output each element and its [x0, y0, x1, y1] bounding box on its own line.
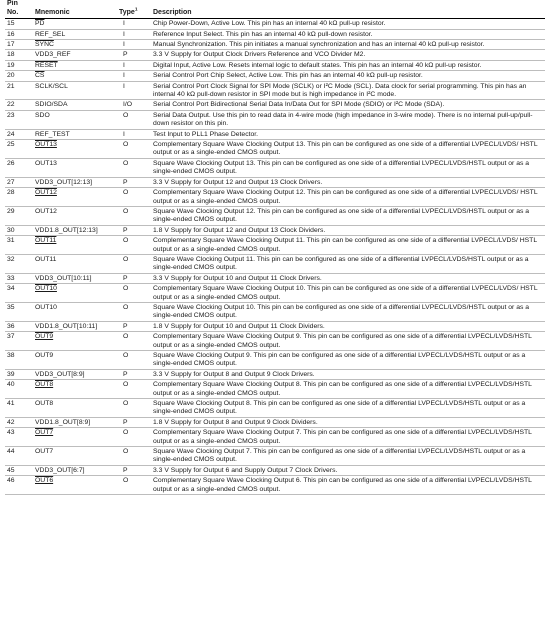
pin-description: Square Wave Clocking Output 8. This pin can be configured as one side of a differential LVPECL/LVDS/HSTL output or as a single-ended CMOS output.	[153, 400, 526, 416]
header-type	[117, 0, 151, 19]
pin-description: 3.3 V Supply for Output Clock Drivers Reference and VCO Divider M2.	[153, 51, 366, 59]
pin-mnemonic: OUT7	[35, 429, 54, 437]
pin-description: 1.8 V Supply for Output 10 and Output 11 Clock Dividers.	[153, 322, 325, 330]
table-row	[5, 60, 545, 70]
pin-description: Chip Power-Down, Active Low. This pin has an internal 40 kΩ pull-up resistor.	[153, 20, 386, 28]
pin-mnemonic: RESET	[35, 61, 58, 69]
pin-number: 39	[7, 370, 15, 378]
pin-mnemonic-cell	[33, 110, 117, 129]
pin-description: Square Wave Clocking Output 9. This pin can be configured as one side of a differential LVPECL/LVDS/HSTL output or as a single-ended CMOS output.	[153, 352, 526, 368]
pin-description: Serial Control Port Clock Signal for SPI Mode (SCLK) or I²C Mode (SCL). Data clock for serial programming. This pin has an internal 40 kΩ pull-down resistor in SPI mode but is high impedance in I²C mode.	[153, 82, 527, 99]
pin-number: 46	[7, 477, 15, 485]
pin-type: P	[123, 418, 128, 426]
pin-mnemonic: OUT8	[35, 400, 54, 408]
header-pin-no	[5, 0, 33, 19]
table-row	[5, 465, 545, 475]
pin-mnemonic-cell	[33, 225, 117, 235]
table-row	[5, 225, 545, 235]
pin-type: P	[123, 370, 128, 378]
table-row	[5, 110, 545, 129]
pin-mnemonic-cell	[33, 236, 117, 255]
pin-mnemonic-cell	[33, 71, 117, 81]
pin-type: O	[123, 400, 129, 408]
header-pin-line1: Pin	[7, 0, 18, 7]
pin-mnemonic: OUT13	[35, 159, 57, 167]
pin-mnemonic: OUT12	[35, 189, 57, 197]
pin-description: Square Wave Clocking Output 12. This pin can be configured as one side of a differential LVPECL/LVDS/HSTL output or as a single-ended CMOS output.	[153, 207, 530, 224]
pin-type: O	[123, 303, 129, 311]
pin-mnemonic-cell	[33, 81, 117, 100]
pin-description: Complementary Square Wave Clocking Output 7. This pin can be configured as one side of a differential LVPECL/LVDS/HSTL output or as a single-ended CMOS output.	[153, 429, 532, 445]
pin-mnemonic-cell	[33, 177, 117, 187]
pin-number: 37	[7, 333, 15, 341]
pin-mnemonic: OUT8	[35, 381, 54, 389]
pin-mnemonic-cell	[33, 302, 117, 321]
pin-description: 3.3 V Supply for Output 12 and Output 13 Clock Drivers.	[153, 178, 323, 186]
pin-mnemonic-cell	[33, 447, 117, 466]
pin-mnemonic-cell	[33, 380, 117, 399]
pin-number: 17	[7, 41, 15, 48]
pin-mnemonic-cell	[33, 100, 117, 110]
table-row	[5, 417, 545, 427]
table-row	[5, 273, 545, 283]
pin-number: 36	[7, 322, 15, 330]
pin-type: I	[123, 130, 125, 138]
pin-type: P	[123, 226, 128, 234]
pin-mnemonic: $\overline{PD}$	[35, 20, 45, 28]
pin-number: 26	[7, 159, 15, 167]
table-row	[5, 428, 545, 447]
table-row	[5, 140, 545, 159]
header-mnemonic: Mnemonic	[35, 8, 70, 16]
pin-type: P	[123, 51, 128, 59]
header-pin-line2: No.	[7, 8, 19, 16]
pin-mnemonic-cell	[33, 129, 117, 139]
pin-description: Serial Data Output. Use this pin to read data in 4-wire mode (high impedance in 3-wire mode). There is no internal pull-up/pull-down resistor on this pin.	[153, 111, 533, 128]
pin-mnemonic-cell	[33, 60, 117, 70]
pin-mnemonic-cell	[33, 476, 117, 495]
pin-mnemonic-cell	[33, 206, 117, 225]
pin-type: P	[123, 178, 128, 186]
pin-description: 1.8 V Supply for Output 12 and Output 13 Clock Dividers.	[153, 226, 326, 234]
table-row	[5, 476, 545, 495]
table-row	[5, 380, 545, 399]
pin-mnemonic: VDD3_OUT[10:11]	[35, 274, 92, 282]
pin-type: O	[123, 159, 129, 167]
pin-mnemonic-cell	[33, 399, 117, 418]
pin-description: Complementary Square Wave Clocking Output 12. This pin can be configured as one side of a differential LVPECL/LVDS/ HSTL output or as a single-ended CMOS output.	[153, 189, 538, 205]
pin-mnemonic-cell	[33, 140, 117, 159]
pin-mnemonic-cell	[33, 158, 117, 177]
pin-mnemonic: OUT12	[35, 207, 57, 215]
pin-description: Serial Control Port Bidirectional Serial Data In/Data Out for SPI Mode (SDIO) or I²C Mode (SDA).	[153, 101, 445, 109]
table-row	[5, 206, 545, 225]
pin-mnemonic-cell	[33, 321, 117, 331]
pin-mnemonic-cell	[33, 284, 117, 303]
pin-type: O	[123, 333, 129, 341]
table-row	[5, 399, 545, 418]
pin-description: Square Wave Clocking Output 7. This pin can be configured as one side of a differential LVPECL/LVDS/HSTL output or as a single-ended CMOS output.	[153, 448, 526, 464]
pin-mnemonic: OUT9	[35, 352, 54, 359]
pin-mnemonic: VDD3_OUT[8:9]	[35, 370, 85, 378]
pin-mnemonic-cell	[33, 465, 117, 475]
table-header-row	[5, 0, 545, 19]
pin-mnemonic: SCLK/SCL	[35, 82, 68, 90]
pin-number: 34	[7, 285, 15, 293]
pin-number: 35	[7, 303, 15, 311]
pin-type: I	[123, 30, 125, 38]
pin-mnemonic: OUT11	[35, 255, 57, 263]
pin-mnemonic: OUT7	[35, 448, 54, 456]
pin-type: P	[123, 322, 128, 330]
pin-description: Square Wave Clocking Output 11. This pin can be configured as one side of a differential LVPECL/LVDS/HSTL output or as a single-ended CMOS output.	[153, 255, 529, 272]
pin-mnemonic-cell	[33, 40, 117, 50]
pin-mnemonic-cell	[33, 428, 117, 447]
pin-number: 18	[7, 51, 15, 59]
pin-number: 32	[7, 255, 15, 263]
pin-number: 22	[7, 101, 15, 109]
pin-number: 27	[7, 178, 15, 186]
pin-mnemonic: OUT11	[35, 237, 57, 245]
pin-mnemonic: OUT9	[35, 333, 54, 341]
pin-number: 44	[7, 448, 15, 456]
pin-description: Complementary Square Wave Clocking Output 10. This pin can be configured as one side of a differential LVPECL/LVDS/ HSTL output or as a single-ended CMOS output.	[153, 285, 538, 301]
table-row	[5, 177, 545, 187]
pin-number: 15	[7, 20, 15, 28]
pin-mnemonic-cell	[33, 417, 117, 427]
pin-mnemonic-cell	[33, 188, 117, 207]
table-row	[5, 40, 545, 50]
pin-description: Square Wave Clocking Output 10. This pin can be configured as one side of a differential LVPECL/LVDS/HSTL output or as a single-ended CMOS output.	[153, 303, 530, 320]
table-row	[5, 321, 545, 331]
pin-number: 38	[7, 352, 15, 359]
table-row	[5, 351, 545, 370]
table-row	[5, 50, 545, 60]
table-body	[5, 19, 545, 495]
pin-number: 31	[7, 237, 15, 245]
pin-mnemonic-cell	[33, 273, 117, 283]
pin-type: I	[123, 20, 125, 28]
table-row	[5, 284, 545, 303]
pin-number: 45	[7, 466, 15, 474]
header-type-label: Type	[119, 8, 135, 16]
pin-description: 1.8 V Supply for Output 8 and Output 9 Clock Dividers.	[153, 418, 318, 426]
pin-number: 19	[7, 61, 15, 69]
pin-type: O	[123, 189, 129, 197]
pin-type: P	[123, 466, 128, 474]
pin-number: 43	[7, 429, 15, 437]
pin-description: Complementary Square Wave Clocking Output 6. This pin can be configured as one side of a differential LVPECL/LVDS/HSTL output or as a single-ended CMOS output.	[153, 477, 532, 493]
table-row	[5, 158, 545, 177]
pin-mnemonic-cell	[33, 351, 117, 370]
pin-mnemonic-cell	[33, 254, 117, 273]
pin-type: O	[123, 237, 129, 245]
header-type-footnote: 1	[134, 7, 138, 13]
table-row	[5, 254, 545, 273]
pin-mnemonic: VDD1.8_OUT[8:9]	[35, 418, 91, 426]
table-row	[5, 81, 545, 100]
table-row	[5, 129, 545, 139]
pin-number: 40	[7, 381, 15, 389]
pin-number: 23	[7, 111, 15, 119]
table-row	[5, 100, 545, 110]
table-row	[5, 29, 545, 39]
pin-type: I	[123, 41, 125, 48]
pin-description: Test Input to PLL1 Phase Detector.	[153, 130, 259, 138]
pin-description: Complementary Square Wave Clocking Output 11. This pin can be configured as one side of a differential LVPECL/LVDS/ HSTL output or as a single-ended CMOS output.	[153, 237, 537, 253]
pin-mnemonic: REF_SEL	[35, 30, 66, 38]
pin-function-table	[5, 0, 545, 495]
pin-mnemonic: SDIO/SDA	[35, 101, 68, 109]
pin-description: Reference Input Select. This pin has an internal 40 kΩ pull-down resistor.	[153, 30, 373, 38]
pin-type: I/O	[123, 101, 133, 109]
pin-description: Complementary Square Wave Clocking Output 9. This pin can be configured as one side of a differential LVPECL/LVDS/HSTL output or as a single-ended CMOS output.	[153, 333, 532, 349]
pin-number: 21	[7, 82, 15, 90]
pin-number: 20	[7, 72, 15, 80]
pin-description: 3.3 V Supply for Output 8 and Output 9 Clock Drivers.	[153, 370, 315, 378]
pin-mnemonic-cell	[33, 50, 117, 60]
pin-type: O	[123, 477, 129, 485]
pin-mnemonic: OUT6	[35, 477, 54, 485]
pin-mnemonic: VDD3_REF	[35, 51, 71, 59]
pin-type: O	[123, 207, 129, 215]
pin-mnemonic: VDD3_OUT[12:13]	[35, 178, 93, 186]
header-description: Description	[153, 8, 192, 16]
pin-type: O	[123, 352, 129, 359]
table-row	[5, 188, 545, 207]
pin-mnemonic-cell	[33, 29, 117, 39]
pin-type: I	[123, 82, 125, 90]
pin-type: O	[123, 448, 129, 456]
pin-type: O	[123, 381, 129, 389]
pin-mnemonic: VDD1.8_OUT[12:13]	[35, 226, 98, 234]
pin-number: 24	[7, 130, 15, 138]
pin-mnemonic-cell	[33, 19, 117, 29]
pin-mnemonic: OUT10	[35, 303, 57, 311]
pin-type: P	[123, 274, 128, 282]
pin-type: O	[123, 111, 129, 119]
pin-type: O	[123, 141, 129, 149]
pin-number: 30	[7, 226, 15, 234]
pin-mnemonic-cell	[33, 369, 117, 379]
pin-number: 28	[7, 189, 15, 197]
table-row	[5, 71, 545, 81]
pin-description: 3.3 V Supply for Output 6 and Supply Output 7 Clock Drivers.	[153, 466, 338, 474]
pin-mnemonic: REF_TEST	[35, 130, 70, 138]
pin-mnemonic: $\overline{CS}$	[35, 72, 45, 80]
table-row	[5, 332, 545, 351]
pin-mnemonic: VDD1.8_OUT[10:11]	[35, 322, 98, 330]
pin-type: I	[123, 72, 125, 80]
pin-number: 25	[7, 141, 15, 149]
pin-description: Square Wave Clocking Output 13. This pin can be configured as one side of a differential LVPECL/LVDS/HSTL output or as a single-ended CMOS output.	[153, 159, 530, 176]
table-row	[5, 236, 545, 255]
pin-mnemonic: VDD3_OUT[6:7]	[35, 466, 85, 474]
table-row	[5, 369, 545, 379]
pin-type: O	[123, 285, 129, 293]
pin-description: Complementary Square Wave Clocking Output 13. This pin can be configured as one side of a differential LVPECL/LVDS/ HSTL output or as a single-ended CMOS output.	[153, 141, 538, 157]
pin-number: 29	[7, 207, 15, 215]
pin-mnemonic: OUT10	[35, 285, 57, 293]
table-row	[5, 302, 545, 321]
pin-description: 3.3 V Supply for Output 10 and Output 11 Clock Drivers.	[153, 274, 322, 282]
pin-number: 41	[7, 400, 15, 408]
pin-mnemonic: SYNC	[35, 41, 54, 48]
pin-type: O	[123, 255, 129, 263]
pin-type: O	[123, 429, 129, 437]
pin-mnemonic-cell	[33, 332, 117, 351]
pin-type: I	[123, 61, 125, 69]
pin-description: Complementary Square Wave Clocking Output 8. This pin can be configured as one side of a differential LVPECL/LVDS/HSTL output or as a single-ended CMOS output.	[153, 381, 532, 397]
pin-number: 33	[7, 274, 15, 282]
pin-number: 16	[7, 30, 15, 38]
pin-description: Serial Control Port Chip Select, Active Low. This pin has an internal 40 kΩ pull-up resistor.	[153, 72, 423, 80]
pin-description: Manual Synchronization. This pin initiates a manual synchronization and has an internal 40 kΩ pull-up resistor.	[153, 41, 485, 48]
table-row	[5, 19, 545, 29]
pin-number: 42	[7, 418, 15, 426]
pin-mnemonic: SDO	[35, 111, 50, 119]
table-row	[5, 447, 545, 466]
pin-mnemonic: OUT13	[35, 141, 57, 149]
pin-description: Digital Input, Active Low. Resets internal logic to default states. This pin has an internal 40 kΩ pull-up resistor.	[153, 61, 482, 69]
